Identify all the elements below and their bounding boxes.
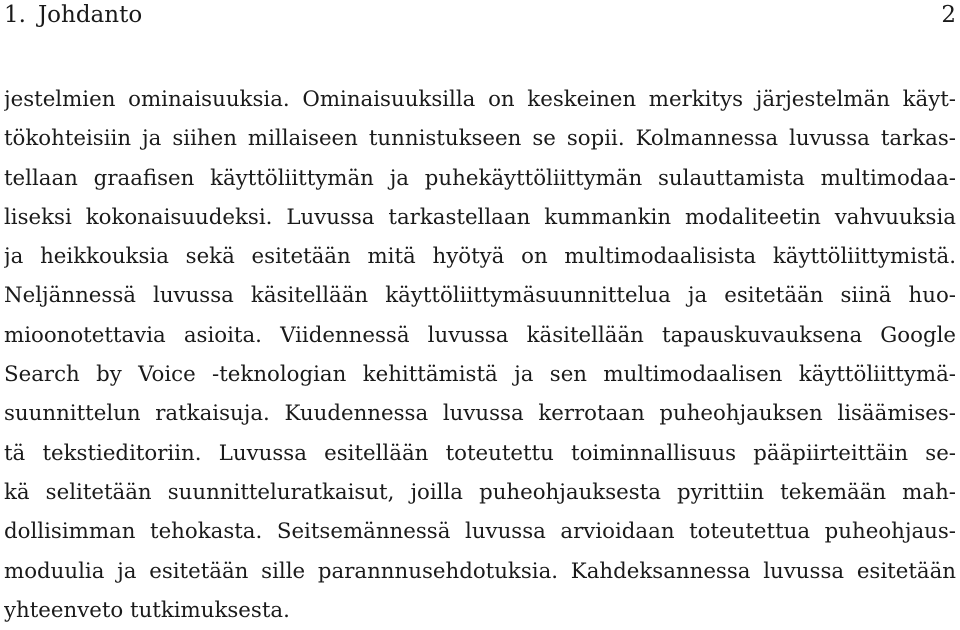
text-line: tä tekstieditoriin. Luvussa esitellään toteutettu toiminnallisuus pääpiirteittäin se- xyxy=(4,440,956,466)
text-line: yhteenveto tutkimuksesta. xyxy=(4,597,290,623)
text-line: mioonotettavia asioita. Viidennessä luvussa käsitellään tapauskuvauksena Google xyxy=(4,322,956,348)
body-paragraph xyxy=(4,80,956,630)
text-line: tökohteisiin ja siihen millaiseen tunnistukseen se sopii. Kolmannessa luvussa tarkas- xyxy=(4,126,956,152)
chapter-number: 1. xyxy=(4,2,26,28)
text-line: jestelmien ominaisuuksia. Ominaisuuksilla on keskeinen merkitys järjestelmän käyt- xyxy=(4,87,956,112)
running-head xyxy=(4,0,956,32)
text-line: liseksi kokonaisuudeksi. Luvussa tarkastellaan kummankin modaliteetin vahvuuksia xyxy=(4,204,956,230)
chapter-title: Johdanto xyxy=(37,2,143,28)
text-line: Neljännessä luvussa käsitellään käyttöliittymäsuunnittelua ja esitetään siinä huo- xyxy=(4,283,956,309)
text-line: kä selitetään suunnitteluratkaisut, joilla puheohjauksesta pyrittiin tekemään mah- xyxy=(4,479,956,505)
text-line: tellaan graafisen käyttöliittymän ja puhekäyttöliittymän sulauttamista multimodaa- xyxy=(4,165,956,191)
text-line: ja heikkouksia sekä esitetään mitä hyötyä on multimodaalisista käyttöliittymistä. xyxy=(4,244,956,270)
chapter-heading xyxy=(4,0,142,30)
text-line: moduulia ja esitetään sille parannnusehdotuksia. Kahdeksannessa luvussa esitetään xyxy=(4,558,956,584)
text-line: suunnittelun ratkaisuja. Kuudennessa luvussa kerrotaan puheohjauksen lisäämises- xyxy=(4,401,956,427)
page-number: 2 xyxy=(941,2,956,28)
text-line: Search by Voice -teknologian kehittämistä ja sen multimodaalisen käyttöliittymä- xyxy=(4,362,956,388)
text-line: dollisimman tehokasta. Seitsemännessä luvussa arvioidaan toteutettua puheohjaus- xyxy=(4,519,956,545)
